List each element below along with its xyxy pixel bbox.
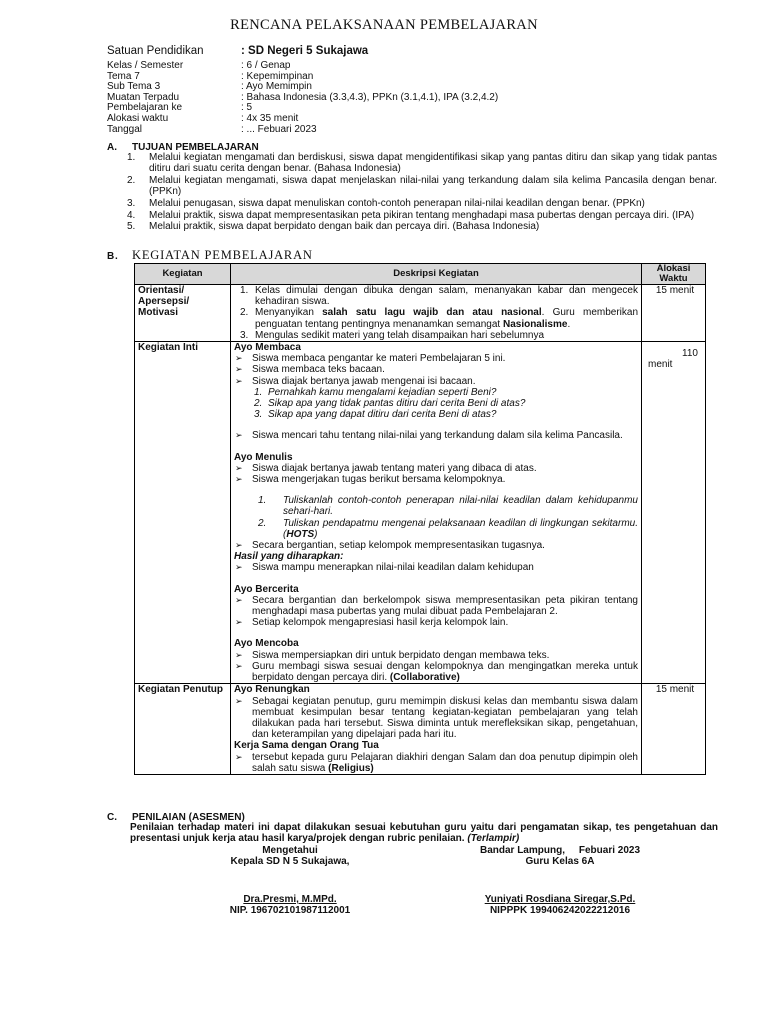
- arrowhead-bullet-icon: ➢: [235, 617, 243, 628]
- waktu-line: Waktu: [659, 273, 688, 284]
- section-title: TUJUAN PEMBELAJARAN: [132, 142, 259, 153]
- identity-value: : Ayo Memimpin: [241, 81, 312, 93]
- list-item: [234, 307, 638, 329]
- identity-value: : 6 / Genap: [241, 60, 291, 71]
- subheading: Ayo Menulis: [234, 451, 293, 463]
- item-text: . Guru memberikan penguatan tentang pentingnya menanamkan semangat: [255, 307, 639, 330]
- signatory-id: NIP. 196702101987112001: [229, 905, 351, 917]
- item-bold-text: salah satu lagu wajib dan atau nasional: [322, 307, 542, 319]
- section-letter: B.: [107, 251, 119, 262]
- item-number: 1.: [254, 386, 263, 398]
- list-item: [127, 198, 717, 209]
- bullet-item: [234, 752, 638, 774]
- item-text: Melalui praktik, siswa dapat berpidato dengan baik dan percaya diri. (Bahasa Indonesia): [149, 221, 540, 233]
- section-title: KEGIATAN PEMBELAJARAN: [132, 248, 313, 262]
- item-number: 2.: [254, 398, 263, 410]
- arrowhead-bullet-icon: ➢: [235, 540, 243, 551]
- table-row: [135, 285, 706, 342]
- identity-label: Satuan Pendidikan: [107, 45, 204, 57]
- identity-value: : SD Negeri 5 Sukajawa: [241, 45, 369, 57]
- bullet-item: [234, 376, 638, 387]
- subheading: Ayo Membaca: [234, 342, 301, 354]
- bullet-item: [234, 353, 638, 364]
- arrowhead-bullet-icon: ➢: [235, 695, 243, 706]
- signatory-name: Yuniyati Rosdiana Siregar,S.Pd.: [484, 894, 636, 905]
- task-text: Tuliskan pendapatmu mengenai pelaksanaan keadilan di lingkungan sekitarmu.: [283, 517, 638, 529]
- identity-row: [107, 113, 667, 124]
- bullet-item: [234, 430, 638, 441]
- identity-block: [107, 46, 667, 134]
- bullet-text: Guru membagi siswa sesuai dengan kelompoknya dan mengingatkan mereka untuk berpidato dengan percaya diri.: [252, 660, 638, 684]
- identity-label: Sub Tema 3: [107, 81, 161, 93]
- bullet-item: [234, 696, 638, 741]
- bullet-text: Sebagai kegiatan penutup, guru memimpin diskusi kelas dan membantu siswa dalam membuat kesimpulan besar tentang kegiatan-kegiatan pembelajaran yang telah dilakukan pada hari tersebut. Siswa diminta untuk merefleksikan sikap, pengetahuan, dan keterampilan yang dipelajari pada hari itu.: [252, 695, 638, 741]
- list-item: [127, 221, 717, 232]
- signature-place-date: Bandar Lampung, Febuari 2023: [479, 845, 641, 856]
- bullet-item: [234, 474, 638, 485]
- signature-right-name: [455, 894, 665, 916]
- item-text: Melalui kegiatan mengamati, siswa dapat menjelaskan nilai-nilai yang terkandung dalam sila kelima Pancasila dengan benar. (PPKn): [149, 174, 717, 198]
- identity-row: [107, 102, 667, 113]
- activity-name: Kegiatan Penutup: [135, 684, 231, 775]
- item-text: Melalui praktik, siswa dapat mempresentasikan peta pikiran tentang menghadapi masa pubertas dengan percaya diri. (IPA): [149, 209, 695, 221]
- bullet-text: Siswa mengerjakan tugas berikut bersama kelompoknya.: [252, 474, 506, 486]
- bullet-item: [234, 650, 638, 661]
- signature-role: Guru Kelas 6A: [525, 856, 595, 868]
- task-item: [234, 495, 638, 517]
- task-text: Tuliskanlah contoh-contoh penerapan nilai-nilai keadilan dalam kehidupanmu sehari-hari.: [283, 495, 638, 518]
- subheading: Hasil yang diharapkan:: [234, 551, 344, 563]
- signature-left: [200, 845, 380, 867]
- kegiatan-table: [134, 263, 706, 775]
- activity-description: [231, 342, 642, 684]
- question-text: Pernahkah kamu mengalami kejadian seperti Beni?: [268, 386, 497, 398]
- list-item: [234, 330, 638, 341]
- signatory-name: Dra.Presmi, M.MPd.: [243, 894, 337, 905]
- identity-row: [107, 81, 667, 92]
- subheading: Ayo Renungkan: [234, 684, 310, 696]
- table-header-row: [135, 264, 706, 285]
- bullet-item: [234, 463, 638, 474]
- bullet-text: Secara bergantian dan berkelompok siswa mempresentasikan peta pikiran tentang menghadapi masa pubertas yang mulai dibuat pada Pembelajaran 2.: [252, 594, 638, 618]
- activity-description: [231, 285, 642, 342]
- bullet-text: Setiap kelompok mengapresiasi hasil kerja kelompok lain.: [252, 617, 509, 629]
- item-number: 3.: [127, 197, 136, 209]
- item-number: 1.: [258, 495, 267, 507]
- identity-label: Pembelajaran ke: [107, 102, 183, 114]
- identity-value: : ... Febuari 2023: [241, 123, 317, 135]
- arrowhead-bullet-icon: ➢: [235, 430, 243, 441]
- penilaian-body: Penilaian terhadap materi ini dapat dilakukan sesuai kebutuhan guru yaitu dari pengamatan sikap, tes pengetahuan dan presentasi unjuk kerja atau hasil karya/projek dengan rubric penilaian.: [130, 822, 718, 845]
- item-text: Kelas dimulai dengan dibuka dengan salam, menanyakan kabar dan mengecek kehadiran siswa.: [255, 285, 638, 308]
- identity-value: : 5: [241, 102, 253, 114]
- signature-role: Kepala SD N 5 Sukajawa,: [230, 856, 350, 868]
- arrowhead-bullet-icon: ➢: [235, 751, 243, 762]
- tujuan-list: [127, 152, 717, 233]
- section-b-heading: [107, 250, 313, 262]
- arrowhead-bullet-icon: ➢: [235, 474, 243, 485]
- question-item: [234, 398, 638, 409]
- question-item: [234, 387, 638, 398]
- bullet-text: Siswa mempersiapkan diri untuk berpidato dengan membawa teks.: [252, 649, 550, 661]
- arrowhead-bullet-icon: ➢: [235, 462, 243, 473]
- activity-name: Kegiatan Inti: [135, 342, 231, 684]
- identity-row: [107, 60, 667, 71]
- signature-caption: Mengetahui: [262, 845, 318, 856]
- identity-label: Kelas / Semester: [107, 60, 184, 71]
- activity-time: [642, 285, 706, 342]
- signature-left-name: [195, 894, 385, 916]
- identity-label: Tanggal: [107, 123, 143, 135]
- activity-time: [642, 342, 706, 684]
- identity-row: [107, 46, 667, 60]
- identity-value: : Kepemimpinan: [241, 70, 314, 82]
- column-header-kegiatan: Kegiatan: [135, 264, 231, 285]
- list-item: [234, 285, 638, 307]
- bullet-text: Siswa diajak bertanya jawab mengenai isi bacaan.: [252, 375, 476, 387]
- bullet-text: Siswa membaca pengantar ke materi Pembelajaran 5 ini.: [252, 353, 506, 365]
- item-text: .: [567, 318, 571, 330]
- religius-label: (Religius): [328, 762, 374, 774]
- subheading: Ayo Mencoba: [234, 638, 299, 650]
- item-number: 1.: [240, 285, 249, 296]
- section-title: PENILAIAN (ASESMEN): [132, 812, 245, 823]
- bullet-item: [234, 364, 638, 375]
- bullet-item: [234, 540, 638, 551]
- arrowhead-bullet-icon: ➢: [235, 562, 243, 573]
- arrowhead-bullet-icon: ➢: [235, 364, 243, 375]
- identity-value: : 4x 35 menit: [241, 112, 299, 124]
- column-header-alokasi: [642, 264, 706, 285]
- time-number: 110: [682, 348, 698, 360]
- identity-label: Tema 7: [107, 70, 140, 82]
- bullet-text: Siswa diajak bertanya jawab tentang materi yang dibaca di atas.: [252, 462, 537, 474]
- list-item: [127, 210, 717, 221]
- subheading: Kerja Sama dengan Orang Tua: [234, 740, 379, 752]
- item-text: Mengulas sedikit materi yang telah disampaikan hari sebelumnya: [255, 329, 545, 341]
- activity-time: [642, 684, 706, 775]
- question-text: Sikap apa yang tidak pantas ditiru dari cerita Beni di atas?: [268, 398, 526, 410]
- item-number: 2.: [127, 174, 136, 186]
- identity-value: : Bahasa Indonesia (3.3,4.3), PPKn (3.1,4.1), IPA (3.2,4.2): [241, 91, 499, 103]
- item-number: 2.: [258, 517, 267, 529]
- arrowhead-bullet-icon: ➢: [235, 353, 243, 364]
- signatory-id: NIPPPK 199406242022212016: [489, 905, 631, 917]
- item-bold-text: Nasionalisme: [502, 318, 568, 330]
- identity-label: Alokasi waktu: [107, 112, 169, 124]
- arrowhead-bullet-icon: ➢: [235, 594, 243, 605]
- activity-name: Orientasi/ Apersepsi/ Motivasi: [135, 285, 231, 342]
- bullet-text: Siswa mencari tahu tentang nilai-nilai yang terkandung dalam sila kelima Pancasila.: [252, 430, 623, 442]
- item-number: 2.: [240, 307, 249, 319]
- section-letter: A.: [107, 142, 117, 153]
- question-text: Sikap apa yang dapat ditiru dari cerita Beni di atas?: [268, 409, 497, 421]
- bullet-text: Siswa mampu menerapkan nilai-nilai keadilan dalam kehidupan: [252, 562, 534, 574]
- arrowhead-bullet-icon: ➢: [235, 375, 243, 386]
- penilaian-text: [130, 822, 718, 844]
- hots-label: HOTS: [286, 528, 315, 540]
- bullet-item: [234, 595, 638, 617]
- time-unit: menit: [648, 359, 673, 371]
- activity-description: [231, 684, 642, 775]
- identity-label: Muatan Terpadu: [107, 91, 180, 103]
- alokasi-line: Alokasi: [656, 263, 691, 274]
- terlampir-label: (Terlampir): [467, 833, 520, 845]
- document-title: RENCANA PELAKSANAAN PEMBELAJARAN: [230, 17, 538, 33]
- item-number: 3.: [240, 329, 249, 341]
- subheading: Ayo Bercerita: [234, 583, 299, 595]
- table-row: [135, 342, 706, 684]
- item-text: Menyanyikan: [255, 307, 323, 319]
- identity-row: [107, 92, 667, 103]
- bullet-item: [234, 562, 638, 573]
- time-text: 15 menit: [655, 684, 695, 696]
- bullet-text: tersebut kepada guru Pelajaran diakhiri dengan Salam dan doa penutup dipimpin oleh salah satu siswa: [252, 751, 638, 774]
- list-item: [127, 175, 717, 197]
- time-text: 15 menit: [655, 285, 695, 296]
- item-number: 1.: [127, 152, 136, 163]
- column-header-deskripsi: Deskripsi Kegiatan: [231, 264, 642, 285]
- bullet-item: [234, 617, 638, 628]
- collaborative-label: (Collaborative): [389, 672, 460, 684]
- list-item: [127, 152, 717, 174]
- item-number: 3.: [254, 409, 263, 421]
- table-row: [135, 684, 706, 775]
- identity-row: [107, 71, 667, 82]
- arrowhead-bullet-icon: ➢: [235, 660, 243, 671]
- bullet-item: [234, 661, 638, 683]
- question-item: [234, 409, 638, 420]
- identity-row: [107, 124, 667, 135]
- task-item: 2. Tuliskan pendapatmu mengenai pelaksanaan keadilan di lingkungan sekitarmu. (HOTS): [258, 517, 638, 540]
- item-number: 4.: [127, 209, 136, 221]
- bullet-text: Secara bergantian, setiap kelompok mempresentasikan tugasnya.: [252, 540, 545, 552]
- bullet-text: Siswa membaca teks bacaan.: [252, 364, 385, 376]
- item-text: Melalui kegiatan mengamati dan berdiskusi, siswa dapat mengidentifikasi sikap yang pantas ditiru dan sikap yang tidak pantas ditiru dari suatu cerita dengan benar. (Bahasa Indonesia): [149, 152, 717, 175]
- item-text: Melalui penugasan, siswa dapat menuliskan contoh-contoh penerapan nilai-nilai keadilan dengan benar. (PPKn): [149, 197, 645, 209]
- signature-right: [460, 845, 660, 867]
- section-letter: C.: [107, 812, 117, 823]
- arrowhead-bullet-icon: ➢: [235, 649, 243, 660]
- item-number: 5.: [127, 221, 136, 233]
